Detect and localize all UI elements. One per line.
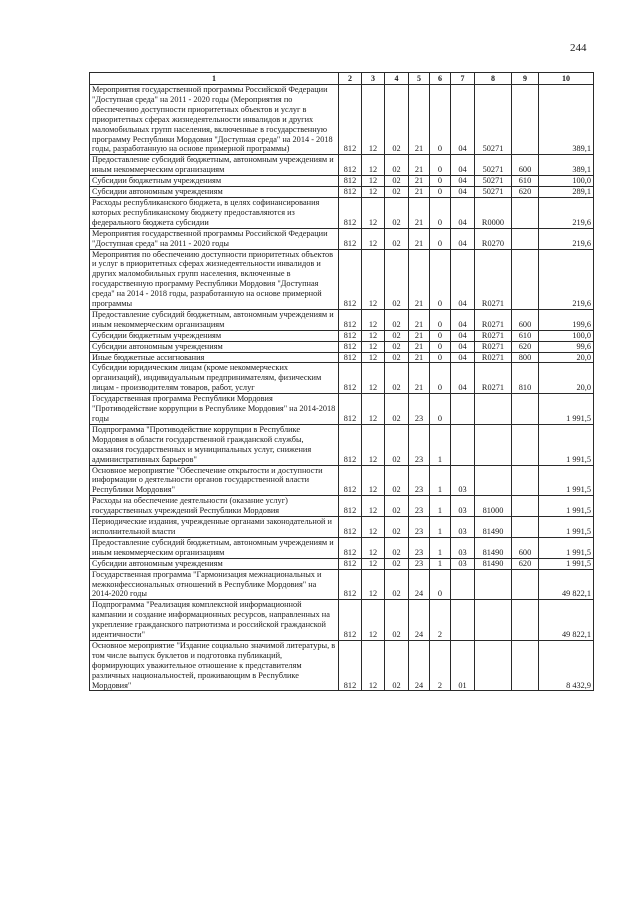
expense-type-code-cell: 620 <box>512 558 539 569</box>
row-name-cell: Иные бюджетные ассигнования <box>90 352 339 363</box>
section-code-cell: 12 <box>362 155 385 176</box>
program-code-cell: 23 <box>409 537 430 558</box>
section-code-cell: 12 <box>362 394 385 425</box>
ministry-code-cell: 812 <box>339 640 362 691</box>
table-row <box>90 155 594 176</box>
table-row <box>90 85 594 155</box>
row-name-cell: Предоставление субсидий бюджетным, автономным учреждениям и иным некоммерческим организациям <box>90 537 339 558</box>
table-body <box>90 85 594 691</box>
subprogram-code-cell: 0 <box>430 187 451 198</box>
expense-type-code-cell: 800 <box>512 352 539 363</box>
subsection-code-cell: 02 <box>385 424 409 465</box>
ministry-code-cell: 812 <box>339 330 362 341</box>
amount-cell: 100,0 <box>539 330 594 341</box>
table-row <box>90 341 594 352</box>
ministry-code-cell: 812 <box>339 465 362 496</box>
program-code-cell: 21 <box>409 249 430 309</box>
subsection-code-cell: 02 <box>385 640 409 691</box>
amount-cell: 289,1 <box>539 187 594 198</box>
table-row <box>90 496 594 517</box>
amount-cell: 389,1 <box>539 85 594 155</box>
subprogram-code-cell: 1 <box>430 558 451 569</box>
amount-cell: 219,6 <box>539 249 594 309</box>
expense-type-code-cell: 600 <box>512 537 539 558</box>
expense-type-code-cell <box>512 394 539 425</box>
amount-cell: 20,0 <box>539 352 594 363</box>
column-header: 6 <box>430 73 451 85</box>
direction-code-cell: 81490 <box>475 558 512 569</box>
row-name-cell: Мероприятия государственной программы Российской Федерации "Доступная среда" на 2011 - 2020 годы <box>90 228 339 249</box>
subprogram-code-cell: 0 <box>430 352 451 363</box>
event-code-cell <box>451 600 475 641</box>
program-code-cell: 23 <box>409 517 430 538</box>
subprogram-code-cell: 1 <box>430 465 451 496</box>
expense-type-code-cell <box>512 85 539 155</box>
ministry-code-cell: 812 <box>339 341 362 352</box>
ministry-code-cell: 812 <box>339 558 362 569</box>
section-code-cell: 12 <box>362 558 385 569</box>
row-name-cell: Расходы на обеспечение деятельности (оказание услуг) государственных учреждений Республики Мордовия <box>90 496 339 517</box>
table-row <box>90 517 594 538</box>
column-header: 7 <box>451 73 475 85</box>
subsection-code-cell: 02 <box>385 600 409 641</box>
row-name-cell: Субсидии бюджетным учреждениям <box>90 330 339 341</box>
direction-code-cell: R0271 <box>475 249 512 309</box>
subsection-code-cell: 02 <box>385 569 409 600</box>
table-row <box>90 640 594 691</box>
subsection-code-cell: 02 <box>385 537 409 558</box>
event-code-cell: 04 <box>451 249 475 309</box>
subsection-code-cell: 02 <box>385 394 409 425</box>
section-code-cell: 12 <box>362 465 385 496</box>
row-name-cell: Расходы республиканского бюджета, в целях софинансирования которых республиканскому бюджету предоставляются из федерального бюджета субсидии <box>90 197 339 228</box>
direction-code-cell: 81490 <box>475 537 512 558</box>
direction-code-cell: 81490 <box>475 517 512 538</box>
amount-cell: 49 822,1 <box>539 600 594 641</box>
expense-type-code-cell <box>512 228 539 249</box>
row-name-cell: Основное мероприятие "Издание социально значимой литературы, в том числе выпуск буклетов и подготовка публикаций, формирующих уважительное отношение к представителям различных национальностей, проживающим в Республике Мордовия" <box>90 640 339 691</box>
column-header: 8 <box>475 73 512 85</box>
amount-cell: 1 991,5 <box>539 424 594 465</box>
subsection-code-cell: 02 <box>385 309 409 330</box>
section-code-cell: 12 <box>362 330 385 341</box>
section-code-cell: 12 <box>362 197 385 228</box>
expense-type-code-cell: 810 <box>512 363 539 394</box>
event-code-cell: 03 <box>451 537 475 558</box>
amount-cell: 1 991,5 <box>539 517 594 538</box>
expense-type-code-cell <box>512 424 539 465</box>
program-code-cell: 21 <box>409 155 430 176</box>
section-code-cell: 12 <box>362 341 385 352</box>
ministry-code-cell: 812 <box>339 537 362 558</box>
subsection-code-cell: 02 <box>385 249 409 309</box>
table-row <box>90 197 594 228</box>
column-header: 5 <box>409 73 430 85</box>
column-header: 9 <box>512 73 539 85</box>
direction-code-cell <box>475 394 512 425</box>
expense-type-code-cell <box>512 640 539 691</box>
program-code-cell: 21 <box>409 228 430 249</box>
direction-code-cell: 50271 <box>475 176 512 187</box>
program-code-cell: 21 <box>409 330 430 341</box>
direction-code-cell: 81000 <box>475 496 512 517</box>
event-code-cell: 01 <box>451 640 475 691</box>
direction-code-cell: R0000 <box>475 197 512 228</box>
budget-table <box>89 72 594 691</box>
direction-code-cell <box>475 465 512 496</box>
program-code-cell: 21 <box>409 309 430 330</box>
section-code-cell: 12 <box>362 187 385 198</box>
event-code-cell: 04 <box>451 176 475 187</box>
row-name-cell: Предоставление субсидий бюджетным, автономным учреждениям и иным некоммерческим организациям <box>90 155 339 176</box>
program-code-cell: 24 <box>409 569 430 600</box>
ministry-code-cell: 812 <box>339 176 362 187</box>
section-code-cell: 12 <box>362 424 385 465</box>
expense-type-code-cell: 620 <box>512 341 539 352</box>
event-code-cell <box>451 424 475 465</box>
event-code-cell: 04 <box>451 155 475 176</box>
subprogram-code-cell: 0 <box>430 176 451 187</box>
amount-cell: 1 991,5 <box>539 465 594 496</box>
ministry-code-cell: 812 <box>339 394 362 425</box>
subprogram-code-cell: 0 <box>430 394 451 425</box>
program-code-cell: 21 <box>409 197 430 228</box>
event-code-cell: 03 <box>451 465 475 496</box>
program-code-cell: 23 <box>409 558 430 569</box>
section-code-cell: 12 <box>362 569 385 600</box>
expense-type-code-cell <box>512 517 539 538</box>
event-code-cell: 03 <box>451 558 475 569</box>
ministry-code-cell: 812 <box>339 424 362 465</box>
subsection-code-cell: 02 <box>385 187 409 198</box>
column-header: 1 <box>90 73 339 85</box>
subprogram-code-cell: 1 <box>430 537 451 558</box>
row-name-cell: Периодические издания, учрежденные органами законодательной и исполнительной власти <box>90 517 339 538</box>
row-name-cell: Субсидии автономным учреждениям <box>90 341 339 352</box>
event-code-cell: 03 <box>451 496 475 517</box>
subprogram-code-cell: 0 <box>430 569 451 600</box>
row-name-cell: Предоставление субсидий бюджетным, автономным учреждениям и иным некоммерческим организациям <box>90 309 339 330</box>
subsection-code-cell: 02 <box>385 496 409 517</box>
row-name-cell: Подпрограмма "Реализация комплексной информационной кампании и создание информационных ресурсов, направленных на укрепление гражданского патриотизма и российской гражданской идентичности" <box>90 600 339 641</box>
ministry-code-cell: 812 <box>339 569 362 600</box>
program-code-cell: 21 <box>409 176 430 187</box>
row-name-cell: Мероприятия государственной программы Российской Федерации "Доступная среда" на 2011 - 2020 годы (Мероприятия по обеспечению доступности приоритетных объектов и услуг в приоритетных сферах жизнедеятельности инвалидов и других маломобильных групп населения, включенные в государственную программу Республики Мордовия "Доступная среда" на 2014 - 2018 годы, разработанную на основе примерной программы) <box>90 85 339 155</box>
program-code-cell: 24 <box>409 640 430 691</box>
direction-code-cell: 50271 <box>475 85 512 155</box>
direction-code-cell: R0271 <box>475 363 512 394</box>
event-code-cell: 04 <box>451 228 475 249</box>
program-code-cell: 21 <box>409 85 430 155</box>
ministry-code-cell: 812 <box>339 85 362 155</box>
program-code-cell: 21 <box>409 187 430 198</box>
subprogram-code-cell: 0 <box>430 228 451 249</box>
direction-code-cell: R0271 <box>475 330 512 341</box>
row-name-cell: Мероприятия по обеспечению доступности приоритетных объектов и услуг в приоритетных сферах жизнедеятельности инвалидов и других маломобильных групп населения, включенные в государственную программу Республики Мордовия "Доступная среда" на 2014 - 2018 годы, разработанную на основе примерной программы <box>90 249 339 309</box>
subsection-code-cell: 02 <box>385 228 409 249</box>
expense-type-code-cell <box>512 496 539 517</box>
column-header: 2 <box>339 73 362 85</box>
amount-cell: 219,6 <box>539 197 594 228</box>
table-row <box>90 176 594 187</box>
subsection-code-cell: 02 <box>385 176 409 187</box>
subprogram-code-cell: 2 <box>430 640 451 691</box>
expense-type-code-cell <box>512 249 539 309</box>
program-code-cell: 23 <box>409 424 430 465</box>
amount-cell: 1 991,5 <box>539 558 594 569</box>
program-code-cell: 21 <box>409 363 430 394</box>
event-code-cell: 04 <box>451 341 475 352</box>
event-code-cell: 04 <box>451 85 475 155</box>
table-row <box>90 330 594 341</box>
table-row <box>90 569 594 600</box>
ministry-code-cell: 812 <box>339 517 362 538</box>
subsection-code-cell: 02 <box>385 155 409 176</box>
program-code-cell: 24 <box>409 600 430 641</box>
subsection-code-cell: 02 <box>385 197 409 228</box>
page-number: 244 <box>570 42 587 54</box>
section-code-cell: 12 <box>362 228 385 249</box>
table-header <box>90 73 594 85</box>
subprogram-code-cell: 0 <box>430 341 451 352</box>
section-code-cell: 12 <box>362 517 385 538</box>
section-code-cell: 12 <box>362 249 385 309</box>
subprogram-code-cell: 1 <box>430 517 451 538</box>
expense-type-code-cell: 600 <box>512 155 539 176</box>
event-code-cell: 04 <box>451 352 475 363</box>
amount-cell: 1 991,5 <box>539 496 594 517</box>
program-code-cell: 23 <box>409 465 430 496</box>
section-code-cell: 12 <box>362 600 385 641</box>
table-row <box>90 309 594 330</box>
expense-type-code-cell <box>512 569 539 600</box>
direction-code-cell <box>475 569 512 600</box>
table-row <box>90 228 594 249</box>
subprogram-code-cell: 2 <box>430 600 451 641</box>
event-code-cell: 03 <box>451 517 475 538</box>
direction-code-cell: 50271 <box>475 155 512 176</box>
expense-type-code-cell: 620 <box>512 187 539 198</box>
expense-type-code-cell <box>512 197 539 228</box>
table-row <box>90 537 594 558</box>
ministry-code-cell: 812 <box>339 496 362 517</box>
program-code-cell: 23 <box>409 496 430 517</box>
program-code-cell: 21 <box>409 352 430 363</box>
header-row <box>90 73 594 85</box>
expense-type-code-cell: 610 <box>512 176 539 187</box>
amount-cell: 99,6 <box>539 341 594 352</box>
subsection-code-cell: 02 <box>385 517 409 538</box>
subprogram-code-cell: 0 <box>430 363 451 394</box>
event-code-cell <box>451 569 475 600</box>
table-row <box>90 187 594 198</box>
direction-code-cell: R0271 <box>475 341 512 352</box>
subsection-code-cell: 02 <box>385 341 409 352</box>
ministry-code-cell: 812 <box>339 352 362 363</box>
event-code-cell: 04 <box>451 309 475 330</box>
expense-type-code-cell: 600 <box>512 309 539 330</box>
subprogram-code-cell: 0 <box>430 85 451 155</box>
row-name-cell: Субсидии бюджетным учреждениям <box>90 176 339 187</box>
amount-cell: 8 432,9 <box>539 640 594 691</box>
expense-type-code-cell <box>512 600 539 641</box>
row-name-cell: Подпрограмма "Противодействие коррупции в Республике Мордовия в области государственной гражданской службы, оказания государственных и муниципальных услуг, снижения административных барьеров" <box>90 424 339 465</box>
row-name-cell: Субсидии автономным учреждениям <box>90 558 339 569</box>
ministry-code-cell: 812 <box>339 363 362 394</box>
ministry-code-cell: 812 <box>339 197 362 228</box>
section-code-cell: 12 <box>362 309 385 330</box>
subprogram-code-cell: 1 <box>430 424 451 465</box>
subsection-code-cell: 02 <box>385 85 409 155</box>
row-name-cell: Государственная программа Республики Мордовия "Противодействие коррупции в Республике Мордовия" на 2014-2018 годы <box>90 394 339 425</box>
table-row <box>90 352 594 363</box>
subsection-code-cell: 02 <box>385 363 409 394</box>
event-code-cell <box>451 394 475 425</box>
expense-type-code-cell <box>512 465 539 496</box>
subprogram-code-cell: 0 <box>430 197 451 228</box>
subprogram-code-cell: 0 <box>430 330 451 341</box>
table-row <box>90 558 594 569</box>
amount-cell: 389,1 <box>539 155 594 176</box>
amount-cell: 1 991,5 <box>539 394 594 425</box>
table-row <box>90 394 594 425</box>
event-code-cell: 04 <box>451 363 475 394</box>
subsection-code-cell: 02 <box>385 465 409 496</box>
amount-cell: 219,6 <box>539 228 594 249</box>
amount-cell: 1 991,5 <box>539 537 594 558</box>
table-row <box>90 465 594 496</box>
section-code-cell: 12 <box>362 537 385 558</box>
subsection-code-cell: 02 <box>385 330 409 341</box>
direction-code-cell: 50271 <box>475 187 512 198</box>
direction-code-cell <box>475 600 512 641</box>
amount-cell: 100,0 <box>539 176 594 187</box>
table-row <box>90 600 594 641</box>
amount-cell: 199,6 <box>539 309 594 330</box>
subprogram-code-cell: 1 <box>430 496 451 517</box>
section-code-cell: 12 <box>362 496 385 517</box>
column-header: 3 <box>362 73 385 85</box>
amount-cell: 20,0 <box>539 363 594 394</box>
direction-code-cell <box>475 424 512 465</box>
table-row <box>90 363 594 394</box>
program-code-cell: 23 <box>409 394 430 425</box>
direction-code-cell: R0270 <box>475 228 512 249</box>
ministry-code-cell: 812 <box>339 309 362 330</box>
subprogram-code-cell: 0 <box>430 155 451 176</box>
direction-code-cell: R0271 <box>475 352 512 363</box>
subsection-code-cell: 02 <box>385 558 409 569</box>
amount-cell: 49 822,1 <box>539 569 594 600</box>
ministry-code-cell: 812 <box>339 249 362 309</box>
row-name-cell: Государственная программа "Гармонизация межнациональных и межконфессиональных отношений в Республике Мордовия" на 2014-2020 годы <box>90 569 339 600</box>
table-row <box>90 249 594 309</box>
column-header: 4 <box>385 73 409 85</box>
event-code-cell: 04 <box>451 330 475 341</box>
column-header: 10 <box>539 73 594 85</box>
section-code-cell: 12 <box>362 640 385 691</box>
table-row <box>90 424 594 465</box>
section-code-cell: 12 <box>362 85 385 155</box>
row-name-cell: Субсидии юридическим лицам (кроме некоммерческих организаций), индивидуальным предпринимателям, физическим лицам - производителям товаров, работ, услуг <box>90 363 339 394</box>
subprogram-code-cell: 0 <box>430 249 451 309</box>
event-code-cell: 04 <box>451 187 475 198</box>
expense-type-code-cell: 610 <box>512 330 539 341</box>
section-code-cell: 12 <box>362 363 385 394</box>
section-code-cell: 12 <box>362 176 385 187</box>
subsection-code-cell: 02 <box>385 352 409 363</box>
ministry-code-cell: 812 <box>339 155 362 176</box>
ministry-code-cell: 812 <box>339 187 362 198</box>
row-name-cell: Субсидии автономным учреждениям <box>90 187 339 198</box>
row-name-cell: Основное мероприятие "Обеспечение открытости и доступности информации о деятельности органов государственной власти Республики Мордовия" <box>90 465 339 496</box>
event-code-cell: 04 <box>451 197 475 228</box>
ministry-code-cell: 812 <box>339 228 362 249</box>
program-code-cell: 21 <box>409 341 430 352</box>
direction-code-cell: R0271 <box>475 309 512 330</box>
direction-code-cell <box>475 640 512 691</box>
section-code-cell: 12 <box>362 352 385 363</box>
ministry-code-cell: 812 <box>339 600 362 641</box>
subprogram-code-cell: 0 <box>430 309 451 330</box>
